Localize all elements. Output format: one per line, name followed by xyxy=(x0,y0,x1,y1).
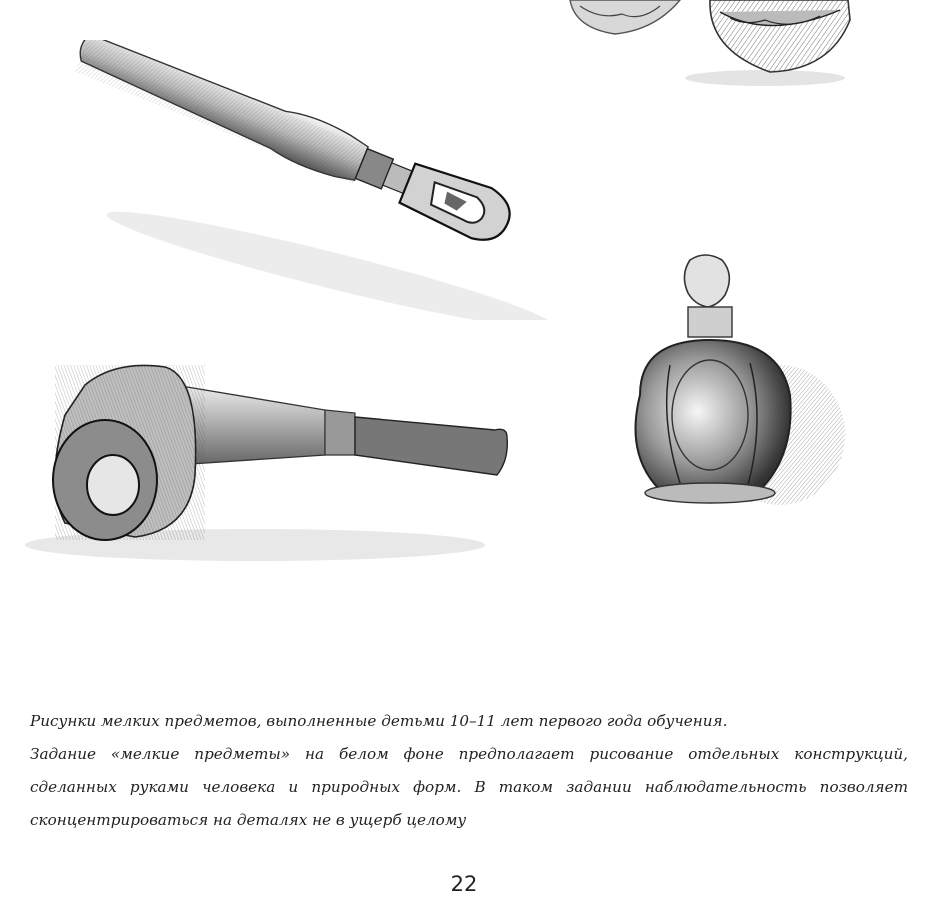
caption xyxy=(30,705,908,837)
perfume-bottle-illustration xyxy=(600,245,860,525)
caption-first-line: Рисунки мелких предметов, выполненные детьми 10–11 лет первого года обучения. xyxy=(30,712,728,730)
walnut-shells-illustration xyxy=(540,0,860,90)
page-number: 22 xyxy=(450,872,478,896)
tobacco-pipe-illustration xyxy=(25,355,525,570)
bottle-opener-illustration xyxy=(30,40,550,320)
caption-paragraph: Задание «мелкие предметы» на белом фоне предполагает рисование отдельных конструкций, сделанных руками человека и природных форм. В таком задании наблюдательность позволяет сконцентрироваться на деталях не в ущерб целому xyxy=(30,745,908,829)
